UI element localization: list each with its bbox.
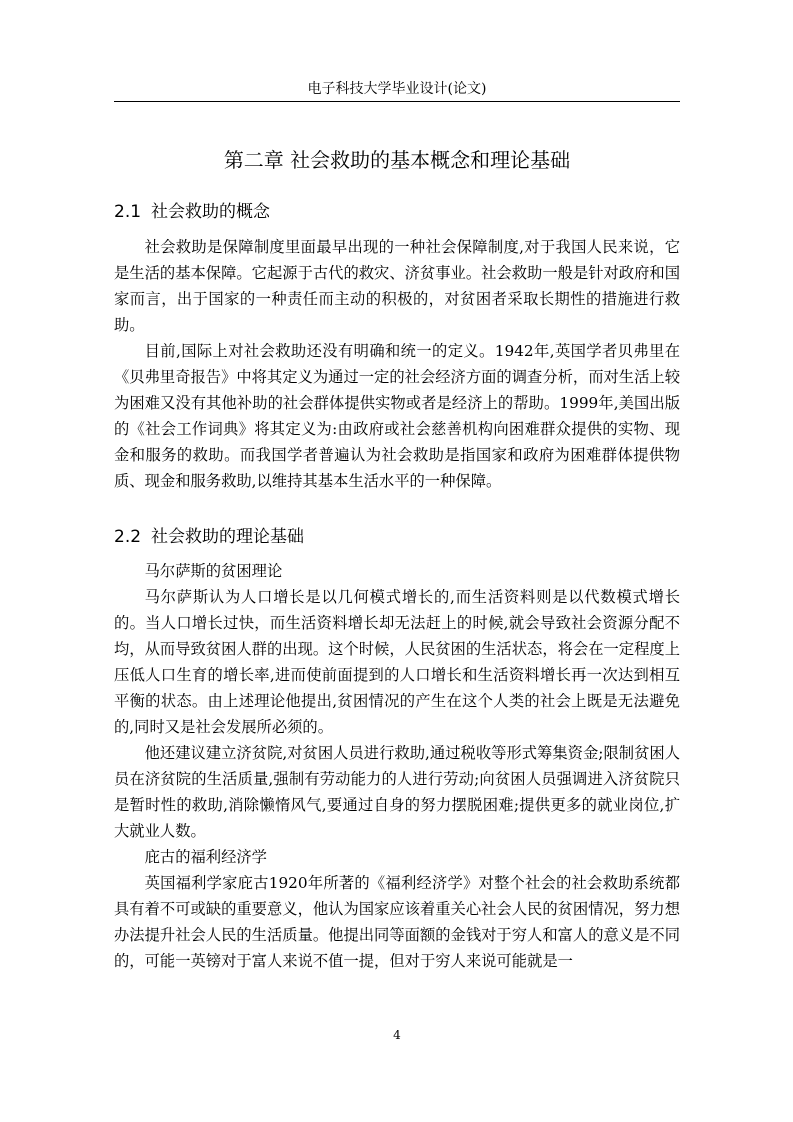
section-number: 2.1	[114, 202, 142, 222]
section-title: 社会救助的理论基础	[151, 527, 305, 547]
paragraph: 社会救助是保障制度里面最早出现的一种社会保障制度,对于我国人民来说，它是生活的基本保障。它起源于古代的救灾、济贫事业。社会救助一般是针对政府和国家而言，出于国家的一种责任而主动的积极的，对贫困者采取长期性的措施进行救助。	[114, 238, 680, 334]
paragraph: 他还建议建立济贫院,对贫困人员进行救助,通过税收等形式筹集资金;限制贫困人员在济贫院的生活质量,强制有劳动能力的人进行劳动;向贫困人员强调进入济贫院只是暂时性的救助,消除懒惰风气,要通过自身的努力摆脱困难;提供更多的就业岗位,扩大就业人数。	[114, 744, 680, 840]
section-2-1-body	[114, 234, 680, 494]
section-2-2-body	[114, 558, 680, 974]
section-number: 2.2	[114, 527, 142, 547]
subsection-heading: 庇古的福利经济学	[144, 848, 267, 866]
running-header: 电子科技大学毕业设计(论文)	[307, 81, 487, 97]
paragraph: 英国福利学家庇古1920年所著的《福利经济学》对整个社会的社会救助系统都具有着不可或缺的重要意义，他认为国家应该着重关心社会人民的贫困情况，努力想办法提升社会人民的生活质量。他提出同等面额的金钱对于穷人和富人的意义是不同的，可能一英镑对于富人来说不值一提，但对于穷人来说可能就是一	[114, 874, 680, 970]
section-heading-2-1	[114, 201, 680, 223]
section-heading-2-2	[114, 526, 680, 548]
header-rule	[114, 101, 680, 102]
paragraph: 目前,国际上对社会救助还没有明确和统一的定义。1942年,英国学者贝弗里在《贝弗里奇报告》中将其定义为通过一定的社会经济方面的调查分析，而对生活上较为困难又没有其他补助的社会群体提供实物或者是经济上的帮助。1999年,美国出版的《社会工作词典》将其定义为:由政府或社会慈善机构向困难群众提供的实物、现金和服务的救助。而我国学者普遍认为社会救助是指国家和政府为困难群体提供物质、现金和服务救助,以维持其基本生活水平的一种保障。	[114, 342, 680, 490]
chapter-title: 第二章 社会救助的基本概念和理论基础	[223, 148, 571, 172]
paragraph: 马尔萨斯认为人口增长是以几何模式增长的,而生活资料则是以代数模式增长的。当人口增长过快，而生活资料增长却无法赶上的时候,就会导致社会资源分配不均，从而导致贫困人群的出现。这个时候，人民贫困的生活状态，将会在一定程度上压低人口生育的增长率,进而使前面提到的人口增长和生活资料增长再一次达到相互平衡的状态。由上述理论他提出,贫困情况的产生在这个人类的社会上既是无法避免的,同时又是社会发展所必须的。	[114, 588, 680, 736]
subsection-heading: 马尔萨斯的贫困理论	[144, 562, 283, 580]
section-title: 社会救助的概念	[151, 202, 271, 222]
page-number: 4	[393, 1028, 401, 1042]
